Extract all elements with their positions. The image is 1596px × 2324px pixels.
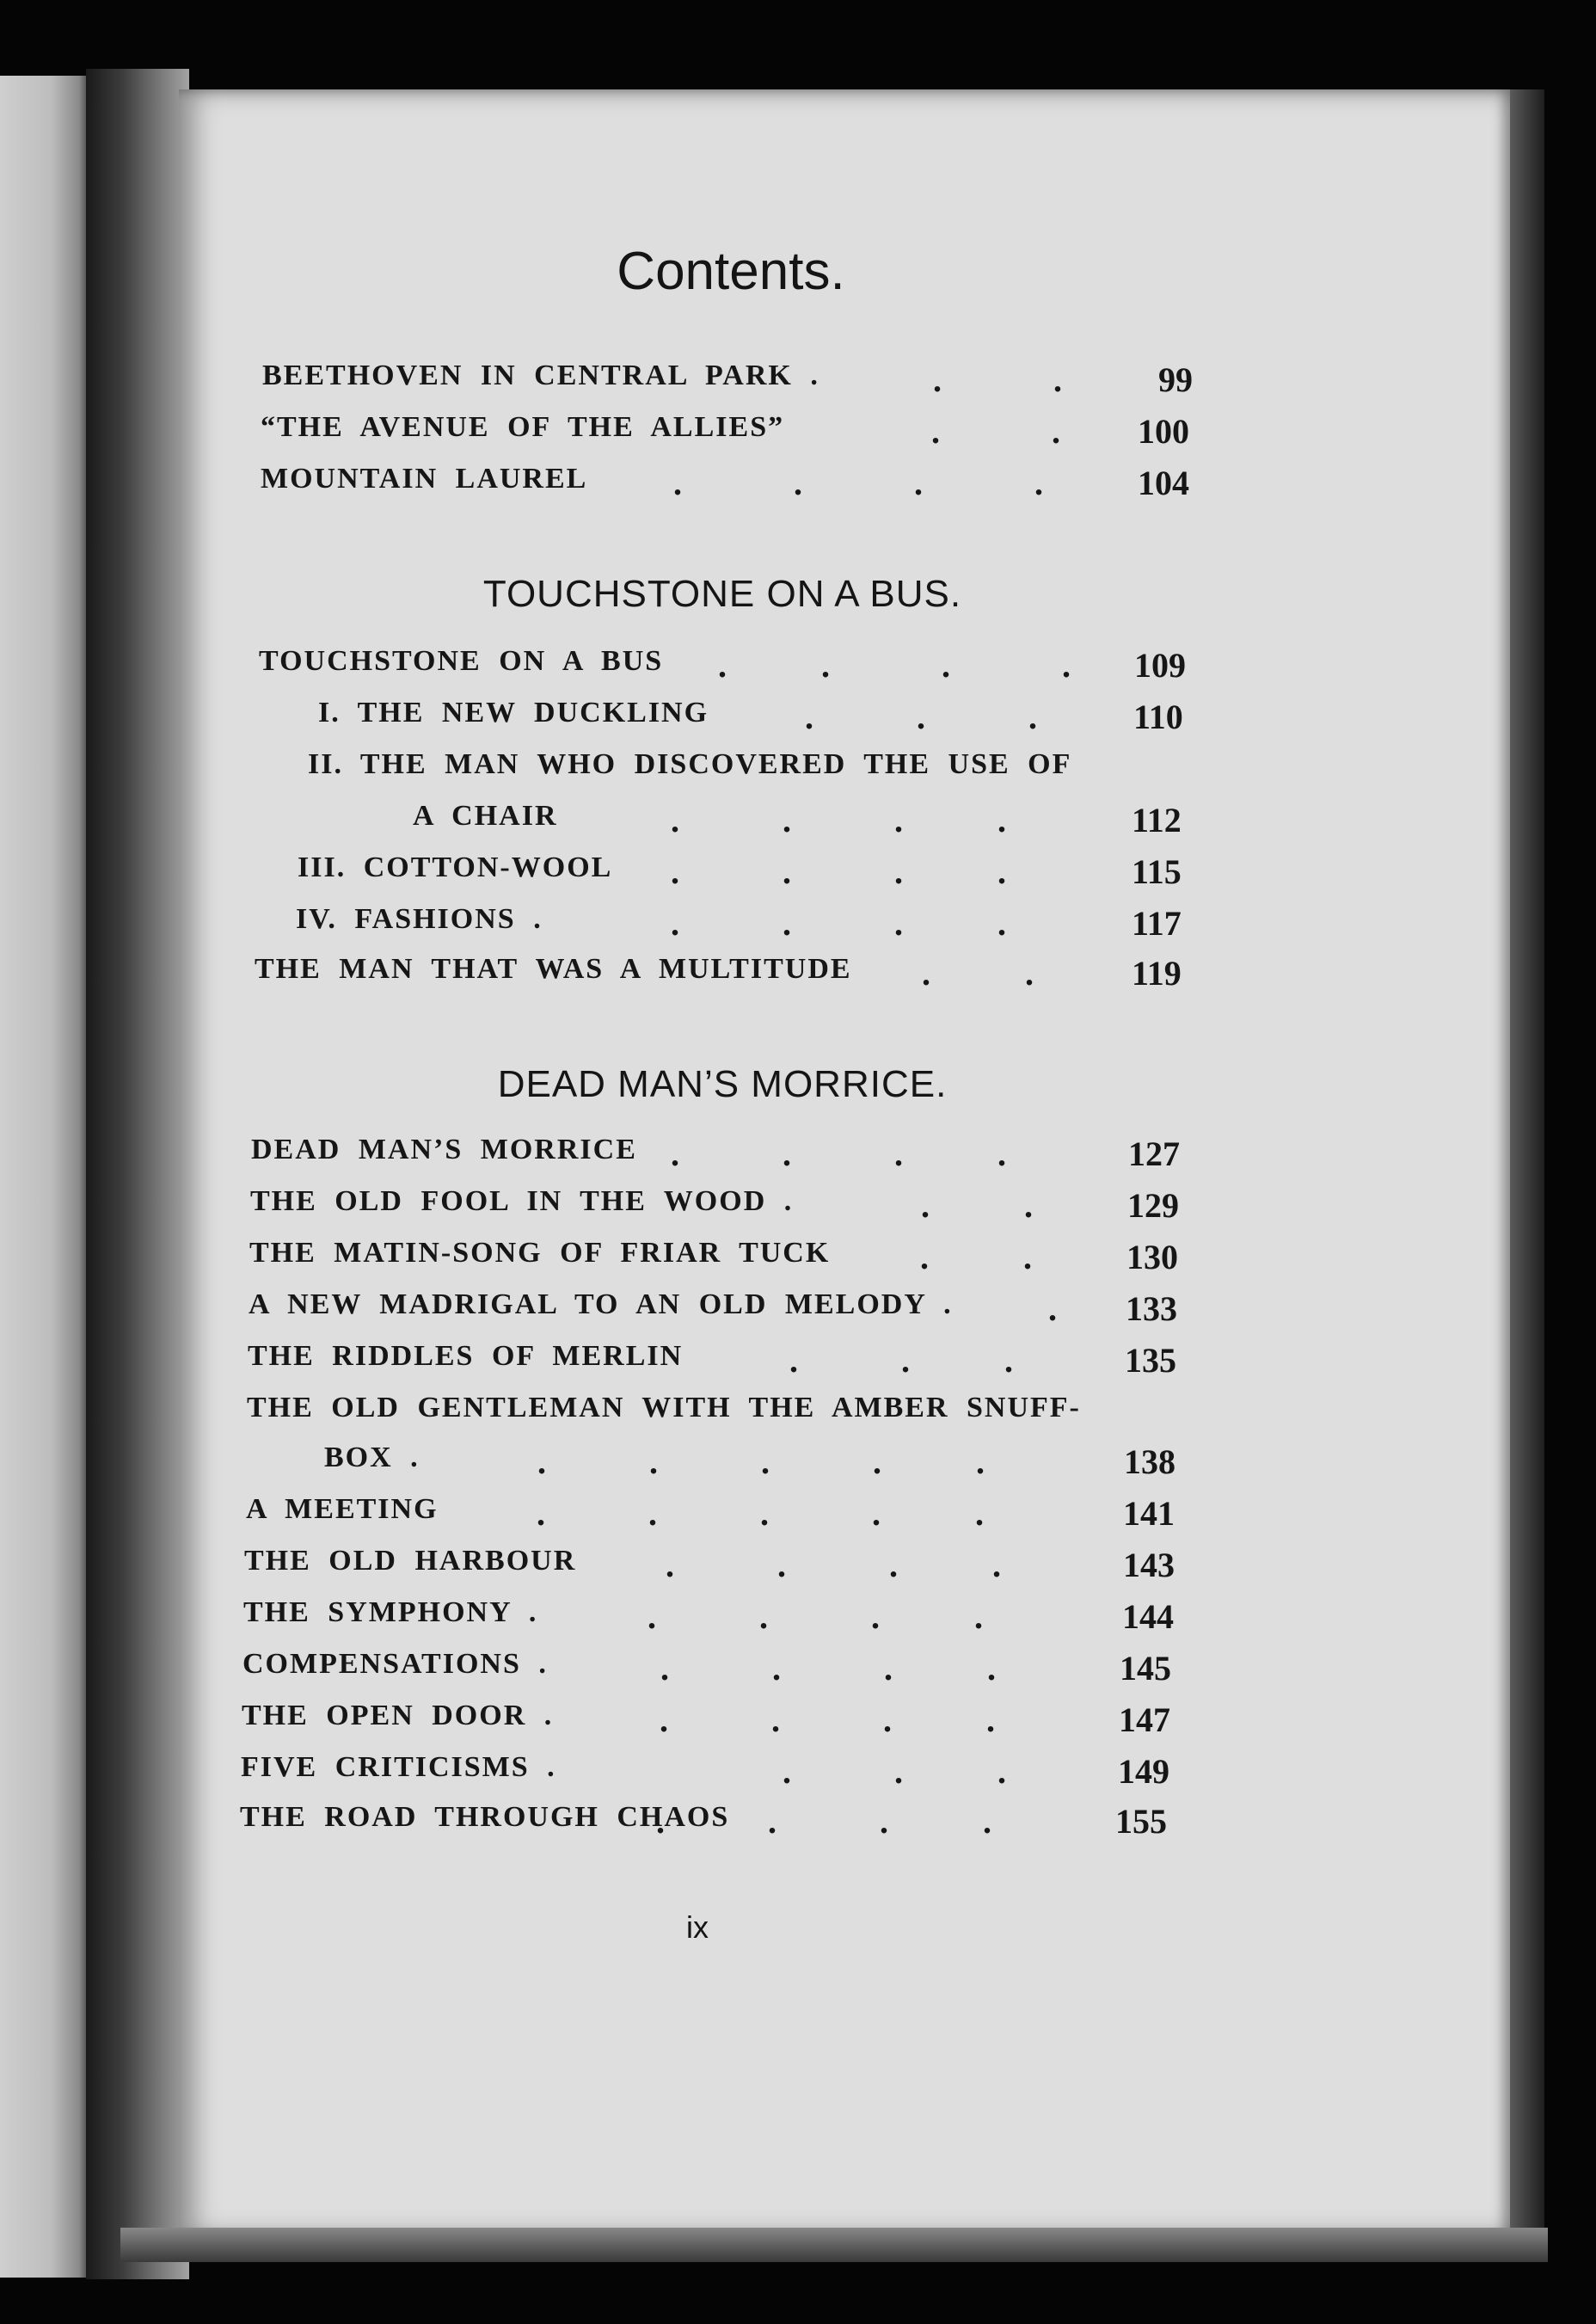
toc-entry-title: THE ROAD THROUGH CHAOS (240, 1801, 730, 1833)
toc-entry-title: MOUNTAIN LAUREL (261, 463, 588, 495)
leader-dots: . . . . . (537, 1494, 984, 1533)
leader-dots: . . . . (718, 646, 1071, 685)
toc-page-number: 149 (1118, 1752, 1169, 1791)
leader-dots: . . . (805, 698, 1037, 736)
toc-entry-title: THE MAN THAT WAS A MULTITUDE (255, 953, 852, 985)
toc-page-number: 109 (1134, 646, 1186, 685)
book-gutter (86, 69, 189, 2279)
toc-entry-title: THE RIDDLES OF MERLIN (248, 1340, 684, 1372)
toc-page-number: 99 (1158, 360, 1193, 399)
toc-page-number: 100 (1138, 412, 1189, 451)
toc-page-number: 147 (1119, 1700, 1170, 1739)
page-fore-edge (1510, 89, 1544, 2248)
toc-entry-title: COMPENSATIONS . (242, 1648, 548, 1680)
toc-entry-title: THE OPEN DOOR . (242, 1700, 554, 1731)
facing-page-edge (0, 76, 93, 2278)
toc-page-number: 138 (1124, 1442, 1176, 1481)
toc-page-number: 129 (1127, 1186, 1179, 1225)
toc-entry-title: FIVE CRITICISMS . (241, 1751, 556, 1783)
section-heading: DEAD MAN’S MORRICE. (497, 1063, 948, 1105)
toc-entry-title: BEETHOVEN IN CENTRAL PARK . (262, 360, 819, 391)
section-heading: TOUCHSTONE ON A BUS. (482, 573, 962, 615)
page-title: Contents. (617, 242, 845, 301)
leader-dots: . . . (789, 1341, 1013, 1380)
toc-entry-title: DEAD MAN’S MORRICE (251, 1134, 637, 1165)
leader-dots: . . . . (671, 904, 1006, 943)
leader-dots: . . . . (673, 464, 1043, 502)
toc-page-number: 112 (1132, 801, 1182, 839)
toc-page-number: 115 (1132, 852, 1182, 891)
toc-entry-title: A MEETING (246, 1493, 439, 1525)
page-number-folio: ix (686, 1909, 709, 1945)
toc-page-number: 143 (1123, 1546, 1175, 1584)
toc-page-number: 133 (1126, 1289, 1177, 1328)
toc-page-number: 130 (1126, 1238, 1178, 1276)
toc-entry-title: THE OLD GENTLEMAN WITH THE AMBER SNUFF- (247, 1392, 1081, 1423)
toc-entry-title: BOX . (324, 1442, 420, 1473)
leader-dots: . . . . (671, 801, 1006, 839)
leader-dots: . . (920, 1238, 1032, 1276)
leader-dots: . . (921, 1186, 1033, 1225)
toc-entry-title: III. COTTON-WOOL (298, 852, 613, 883)
toc-page-number: 144 (1122, 1597, 1174, 1636)
toc-page-number: 119 (1132, 954, 1182, 993)
leader-dots: . . . . (660, 1700, 995, 1739)
toc-page-number: 127 (1128, 1134, 1180, 1173)
leader-dots: . . (922, 954, 1034, 993)
leader-dots: . . (933, 360, 1062, 399)
toc-page-number: 135 (1125, 1341, 1176, 1380)
toc-page-number: 141 (1123, 1494, 1175, 1533)
toc-entry-title: A NEW MADRIGAL TO AN OLD MELODY . (249, 1288, 953, 1320)
toc-entry-title: IV. FASHIONS . (296, 903, 543, 935)
leader-dots: . . . . (671, 852, 1006, 891)
leader-dots: . . . . (648, 1597, 983, 1636)
toc-page-number: 117 (1132, 904, 1182, 943)
toc-entry-title: “THE AVENUE OF THE ALLIES” (261, 411, 785, 443)
leader-dots: . . (931, 412, 1060, 451)
toc-page-number: 155 (1115, 1802, 1167, 1841)
toc-entry-title: TOUCHSTONE ON A BUS (259, 645, 664, 677)
leader-dots: . . . (783, 1752, 1006, 1791)
leader-dots: . . . . (666, 1546, 1001, 1584)
leader-dots: . . . . . (537, 1442, 985, 1481)
toc-entry-title: THE MATIN-SONG OF FRIAR TUCK (249, 1237, 831, 1269)
leader-dots: . . . . (660, 1649, 996, 1688)
toc-entry-title: THE OLD HARBOUR (244, 1545, 577, 1577)
page-bottom-edge (120, 2228, 1548, 2262)
toc-entry-title: THE SYMPHONY . (243, 1596, 538, 1628)
leader-dots: . . . . (656, 1802, 991, 1841)
toc-page-number: 110 (1133, 698, 1183, 736)
toc-entry-title: I. THE NEW DUCKLING (318, 697, 709, 729)
toc-entry-title: A CHAIR (413, 800, 558, 832)
leader-dots: . . . . (671, 1134, 1006, 1173)
toc-entry-title: THE OLD FOOL IN THE WOOD . (250, 1185, 794, 1217)
toc-entry-title: II. THE MAN WHO DISCOVERED THE USE OF (308, 748, 1072, 780)
toc-page-number: 145 (1120, 1649, 1171, 1688)
leader-dots: . (1048, 1289, 1057, 1328)
toc-page-number: 104 (1138, 464, 1189, 502)
